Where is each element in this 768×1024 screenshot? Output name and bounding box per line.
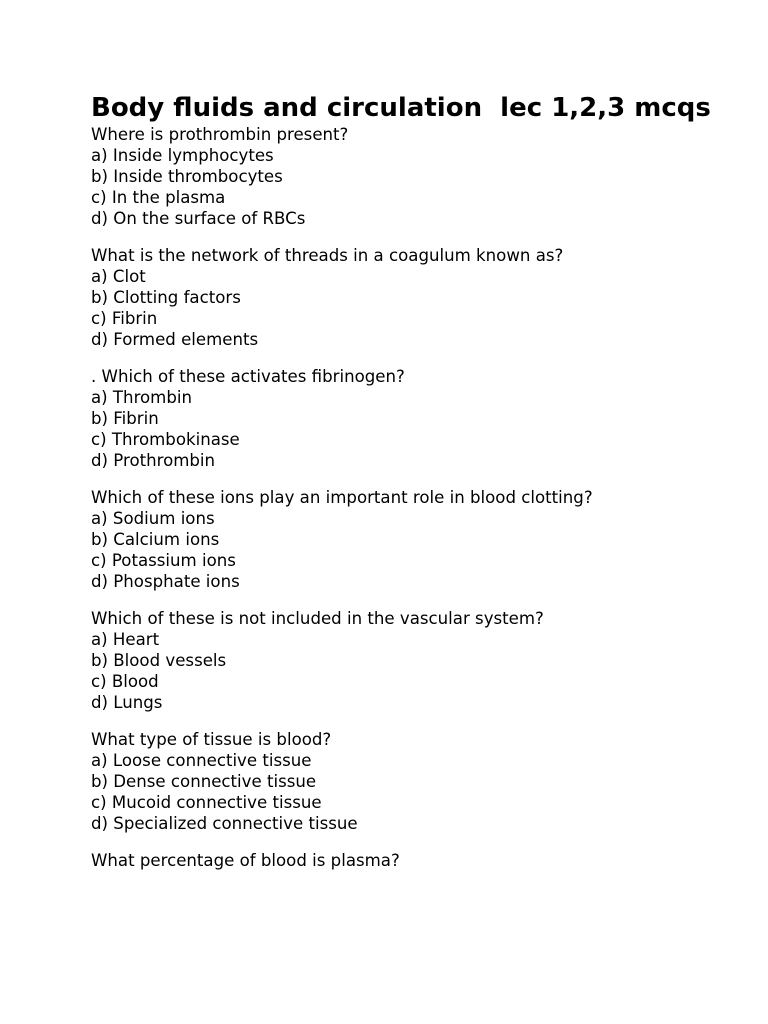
answer-option: a) Heart <box>91 630 160 649</box>
answer-option: b) Inside thrombocytes <box>91 167 283 186</box>
answer-option: d) Specialized connective tissue <box>91 814 358 833</box>
question-text: Which of these ions play an important role in blood clotting? <box>91 488 593 507</box>
answer-option: b) Fibrin <box>91 409 159 428</box>
question-block <box>91 850 731 871</box>
answer-option: d) Lungs <box>91 693 163 712</box>
answer-option: b) Blood vessels <box>91 651 227 670</box>
answer-option: a) Inside lymphocytes <box>91 146 274 165</box>
answer-option: b) Dense connective tissue <box>91 772 317 791</box>
answer-option: d) Formed elements <box>91 330 259 349</box>
question-block <box>91 608 731 713</box>
answer-option: a) Loose connective tissue <box>91 751 312 770</box>
answer-option: d) Phosphate ions <box>91 572 240 591</box>
question-text: . Which of these activates fibrinogen? <box>91 367 405 386</box>
question-text: Where is prothrombin present? <box>91 125 349 144</box>
question-text: What percentage of blood is plasma? <box>91 851 400 870</box>
answer-option: c) Blood <box>91 672 159 691</box>
question-text: What is the network of threads in a coagulum known as? <box>91 246 564 265</box>
question-block <box>91 729 731 834</box>
answer-option: b) Clotting factors <box>91 288 241 307</box>
answer-option: c) Fibrin <box>91 309 158 328</box>
document-page <box>91 92 731 887</box>
answer-option: d) Prothrombin <box>91 451 216 470</box>
question-block <box>91 487 731 592</box>
question-block <box>91 366 731 471</box>
answer-option: c) Potassium ions <box>91 551 236 570</box>
answer-option: a) Sodium ions <box>91 509 215 528</box>
answer-option: d) On the surface of RBCs <box>91 209 306 228</box>
answer-option: a) Thrombin <box>91 388 193 407</box>
answer-option: c) Thrombokinase <box>91 430 240 449</box>
question-text: Which of these is not included in the vascular system? <box>91 609 544 628</box>
question-list <box>91 124 731 871</box>
document-title: Body fluids and circulation lec 1,2,3 mcqs <box>91 93 711 123</box>
answer-option: c) In the plasma <box>91 188 226 207</box>
answer-option: a) Clot <box>91 267 146 286</box>
answer-option: c) Mucoid connective tissue <box>91 793 322 812</box>
question-block <box>91 245 731 350</box>
answer-option: b) Calcium ions <box>91 530 220 549</box>
question-block <box>91 124 731 229</box>
question-text: What type of tissue is blood? <box>91 730 332 749</box>
